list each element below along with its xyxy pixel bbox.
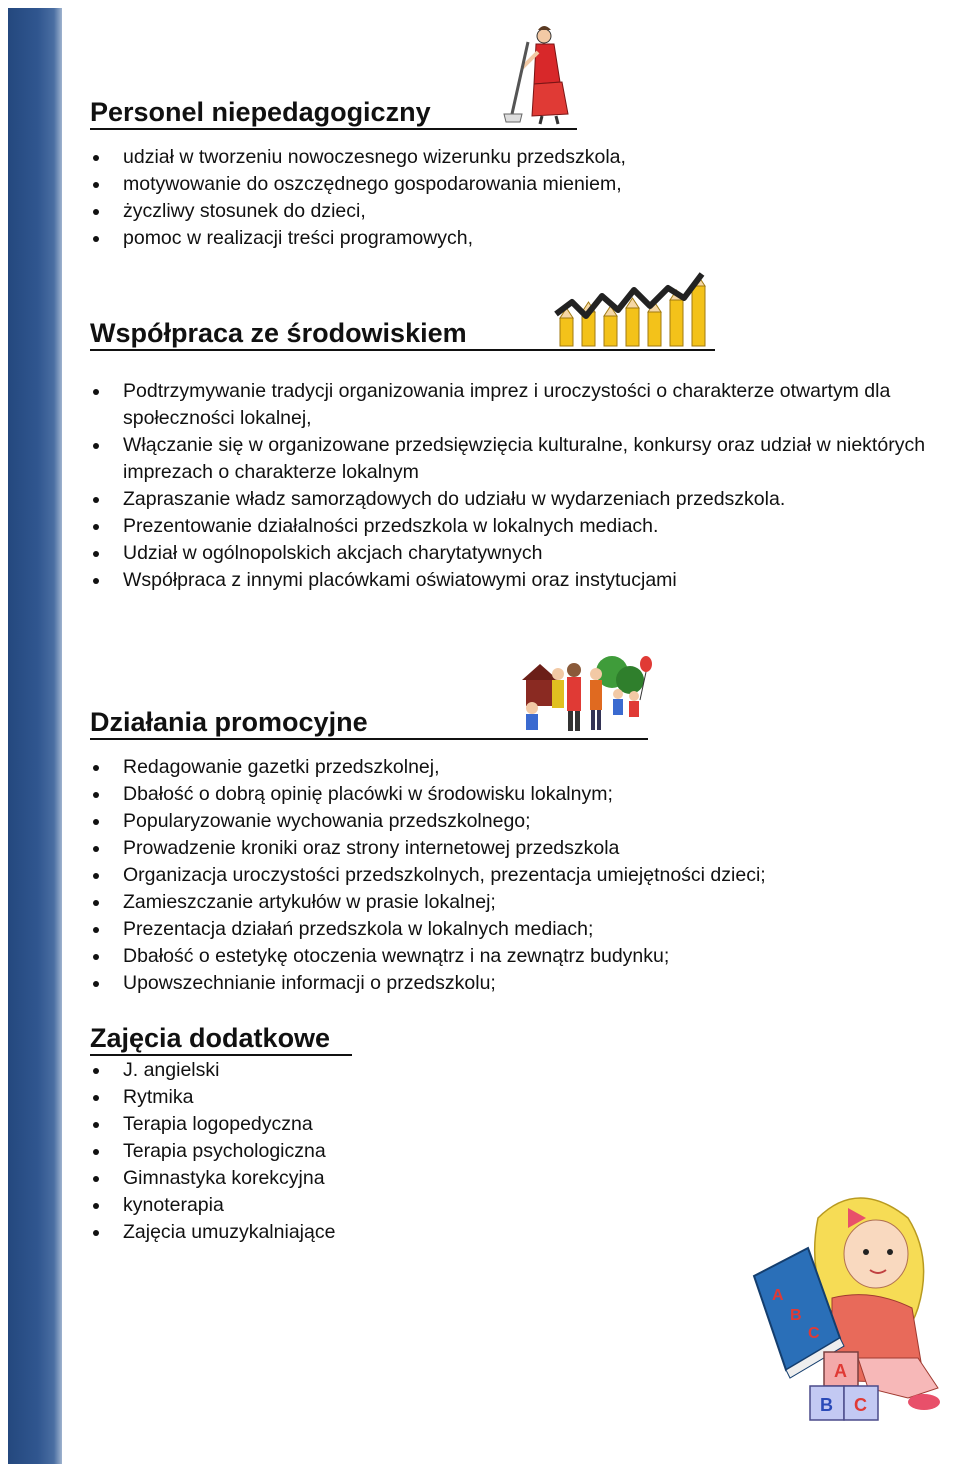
list-item: Zajęcia umuzykalniające — [90, 1219, 960, 1246]
cleaning-lady-illustration — [498, 22, 582, 126]
list-item: Udział w ogólnopolskich akcjach charytatywnych — [90, 540, 960, 567]
heading-dzialania: Działania promocyjne — [90, 707, 648, 740]
list-item: Współpraca z innymi placówkami oświatowymi oraz instytucjami — [90, 567, 960, 594]
list-item: J. angielski — [90, 1057, 960, 1084]
list-wspolpraca — [90, 378, 960, 594]
list-item: życzliwy stosunek do dzieci, — [90, 198, 960, 225]
list-item: Zamieszczanie artykułów w prasie lokalnej; — [90, 889, 960, 916]
list-item: Dbałość o estetykę otoczenia wewnątrz i na zewnątrz budynku; — [90, 943, 960, 970]
svg-text:C: C — [854, 1395, 867, 1415]
list-item: Rytmika — [90, 1084, 960, 1111]
list-item: Popularyzowanie wychowania przedszkolnego; — [90, 808, 960, 835]
list-item: Prezentowanie działalności przedszkola w lokalnych mediach. — [90, 513, 960, 540]
list-dzialania — [90, 754, 960, 997]
list-item: Organizacja uroczystości przedszkolnych, prezentacja umiejętności dzieci; — [90, 862, 960, 889]
list-item: motywowanie do oszczędnego gospodarowania mieniem, — [90, 171, 960, 198]
list-item: Podtrzymywanie tradycji organizowania imprez i uroczystości o charakterze otwartym dla społeczności lokalnej, — [90, 378, 960, 432]
list-item: Zapraszanie władz samorządowych do udziału w wydarzeniach przedszkola. — [90, 486, 960, 513]
list-item: Upowszechnianie informacji o przedszkolu; — [90, 970, 960, 997]
heading-zajecia: Zajęcia dodatkowe — [90, 1023, 352, 1056]
svg-text:A: A — [772, 1287, 784, 1304]
list-item: Dbałość o dobrą opinię placówki w środowisku lokalnym; — [90, 781, 960, 808]
list-item: Terapia psychologiczna — [90, 1138, 960, 1165]
list-item: udział w tworzeniu nowoczesnego wizerunku przedszkola, — [90, 144, 960, 171]
list-item: Prezentacja działań przedszkola w lokalnych mediach; — [90, 916, 960, 943]
girl-reading-book-illustration — [748, 1188, 952, 1428]
svg-text:C: C — [808, 1325, 820, 1342]
list-item: pomoc w realizacji treści programowych, — [90, 225, 960, 252]
community-people-illustration — [512, 650, 654, 736]
list-item: Terapia logopedyczna — [90, 1111, 960, 1138]
pencil-chart-illustration — [552, 272, 717, 348]
list-item: Redagowanie gazetki przedszkolnej, — [90, 754, 960, 781]
heading-personel: Personel niepedagogiczny — [90, 97, 577, 130]
page-sidebar-bar — [8, 8, 62, 1464]
list-item: Gimnastyka korekcyjna — [90, 1165, 960, 1192]
list-item: Prowadzenie kroniki oraz strony internetowej przedszkola — [90, 835, 960, 862]
list-item: kynoterapia — [90, 1192, 960, 1219]
svg-text:B: B — [820, 1395, 833, 1415]
list-item: Włączanie się w organizowane przedsięwzięcia kulturalne, konkursy oraz udział w niektórych imprezach o charakterze lokalnym — [90, 432, 960, 486]
svg-text:A: A — [834, 1361, 847, 1381]
list-personel — [90, 144, 960, 252]
svg-text:B: B — [790, 1307, 802, 1324]
heading-wspolpraca: Współpraca ze środowiskiem — [90, 318, 715, 351]
